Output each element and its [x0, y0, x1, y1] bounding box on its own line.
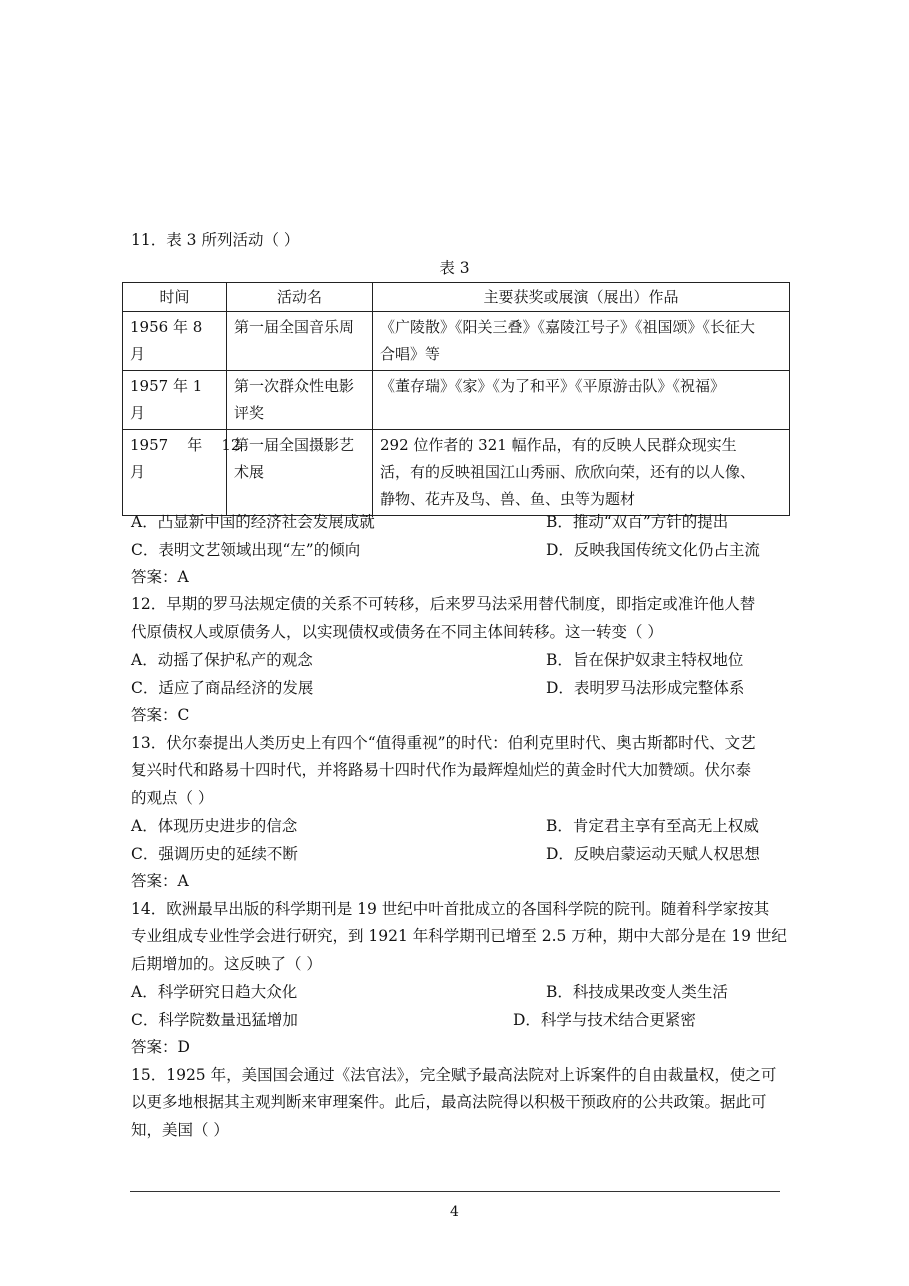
header-works: 主要获奖或展演（展出）作品 [373, 283, 790, 312]
cell-line: 第一届全国摄影艺 [234, 436, 355, 454]
q12-answer: 答案：C [131, 706, 190, 724]
cell-time [123, 312, 227, 371]
q12-option-a: A．动摇了保护私产的观念 [131, 651, 313, 669]
table-header-row [123, 283, 790, 312]
footer-divider [130, 1191, 780, 1192]
q13-option-d: D．反映启蒙运动天赋人权思想 [546, 845, 760, 863]
table-row [123, 371, 790, 430]
q14-stem-line-2: 专业组成专业性学会进行研究，到 1921 年科学期刊已增至 2.5 万种，期中大部分是在 19 世纪 [131, 927, 787, 945]
q11-answer: 答案：A [131, 568, 189, 586]
q11-option-d: D．反映我国传统文化仍占主流 [546, 541, 760, 559]
q14-option-c: C．科学院数量迅猛增加 [131, 1011, 298, 1029]
cell-line: 第一届全国音乐周 [234, 318, 355, 336]
cell-activity [227, 430, 373, 516]
q14-option-a: A．科学研究日趋大众化 [131, 983, 298, 1001]
q13-option-b: B．肯定君主享有至高无上权威 [546, 817, 759, 835]
q11-option-c: C．表明文艺领域出现“左”的倾向 [131, 541, 361, 559]
cell-activity [227, 312, 373, 371]
cell-line: 评奖 [234, 404, 265, 422]
q12-option-c: C．适应了商品经济的发展 [131, 679, 314, 697]
q14-stem-line-1: 14．欧洲最早出版的科学期刊是 19 世纪中叶首批成立的各国科学院的院刊。随着科学家按其 [131, 900, 770, 918]
cell-time [123, 430, 241, 516]
q13-stem-line-3: 的观点（ ） [131, 789, 214, 807]
cell-time [123, 371, 227, 430]
cell-line: 月 [130, 463, 146, 481]
table-row [123, 312, 790, 371]
cell-line: 《广陵散》《阳关三叠》《嘉陵江号子》《祖国颂》《长征大 [380, 318, 756, 336]
q11-stem: 11．表 3 所列活动（ ） [131, 231, 300, 249]
header-activity: 活动名 [227, 283, 373, 312]
q13-option-c: C．强调历史的延续不断 [131, 845, 298, 863]
cell-line: 1956 年 8 月 [130, 318, 203, 363]
header-time: 时间 [123, 283, 227, 312]
q15-stem-line-1: 15．1925 年，美国国会通过《法官法》，完全赋予最高法院对上诉案件的自由裁量权，使之可 [131, 1066, 777, 1084]
page-number: 4 [450, 1204, 459, 1220]
activities-table [122, 282, 790, 516]
q14-answer: 答案：D [131, 1038, 190, 1056]
cell-line: 292 位作者的 321 幅作品，有的反映人民群众现实生 [380, 436, 737, 454]
q13-answer: 答案：A [131, 872, 189, 890]
cell-works [373, 371, 790, 430]
cell-activity [227, 371, 373, 430]
cell-works [373, 430, 790, 516]
q15-stem-line-2: 以更多地根据其主观判断来审理案件。此后，最高法院得以积极干预政府的公共政策。据此可 [131, 1093, 767, 1111]
cell-line: 活，有的反映祖国江山秀丽、欣欣向荣，还有的以人像、 [380, 463, 756, 481]
cell-line: 合唱》等 [380, 345, 441, 363]
q12-stem-line-1: 12．早期的罗马法规定债的关系不可转移，后来罗马法采用替代制度，即指定或准许他人替 [131, 595, 756, 613]
cell-line: 1957 年 1 月 [130, 377, 203, 422]
q13-stem-line-2: 复兴时代和路易十四时代，并将路易十四时代作为最辉煌灿烂的黄金时代大加赞颂。伏尔泰 [131, 761, 752, 779]
q11-option-b: B．推动“双百”方针的提出 [546, 513, 729, 531]
cell-works [373, 312, 790, 371]
cell-line: 第一次群众性电影 [234, 377, 355, 395]
q12-stem-line-2: 代原债权人或原债务人，以实现债权或债务在不同主体间转移。这一转变（ ） [131, 623, 663, 641]
cell-line: 1957 年 12 [130, 436, 241, 454]
q15-stem-line-3: 知，美国（ ） [131, 1121, 229, 1139]
q14-option-d: D．科学与技术结合更紧密 [513, 1011, 696, 1029]
cell-line: 术展 [234, 463, 265, 481]
q14-stem-line-3: 后期增加的。这反映了（ ） [131, 955, 322, 973]
table-row [123, 430, 790, 516]
table-caption: 表 3 [439, 259, 470, 277]
q12-option-d: D．表明罗马法形成完整体系 [546, 679, 745, 697]
q13-option-a: A．体现历史进步的信念 [131, 817, 298, 835]
q12-option-b: B．旨在保护奴隶主特权地位 [546, 651, 744, 669]
cell-line: 《董存瑞》《家》《为了和平》《平原游击队》《祝福》 [380, 377, 726, 395]
q14-option-b: B．科技成果改变人类生活 [546, 983, 728, 1001]
q13-stem-line-1: 13．伏尔泰提出人类历史上有四个“值得重视”的时代：伯利克里时代、奥古斯都时代、文艺 [131, 734, 756, 752]
cell-line: 静物、花卉及鸟、兽、鱼、虫等为题材 [380, 490, 636, 508]
q11-option-a: A．凸显新中国的经济社会发展成就 [131, 513, 375, 531]
